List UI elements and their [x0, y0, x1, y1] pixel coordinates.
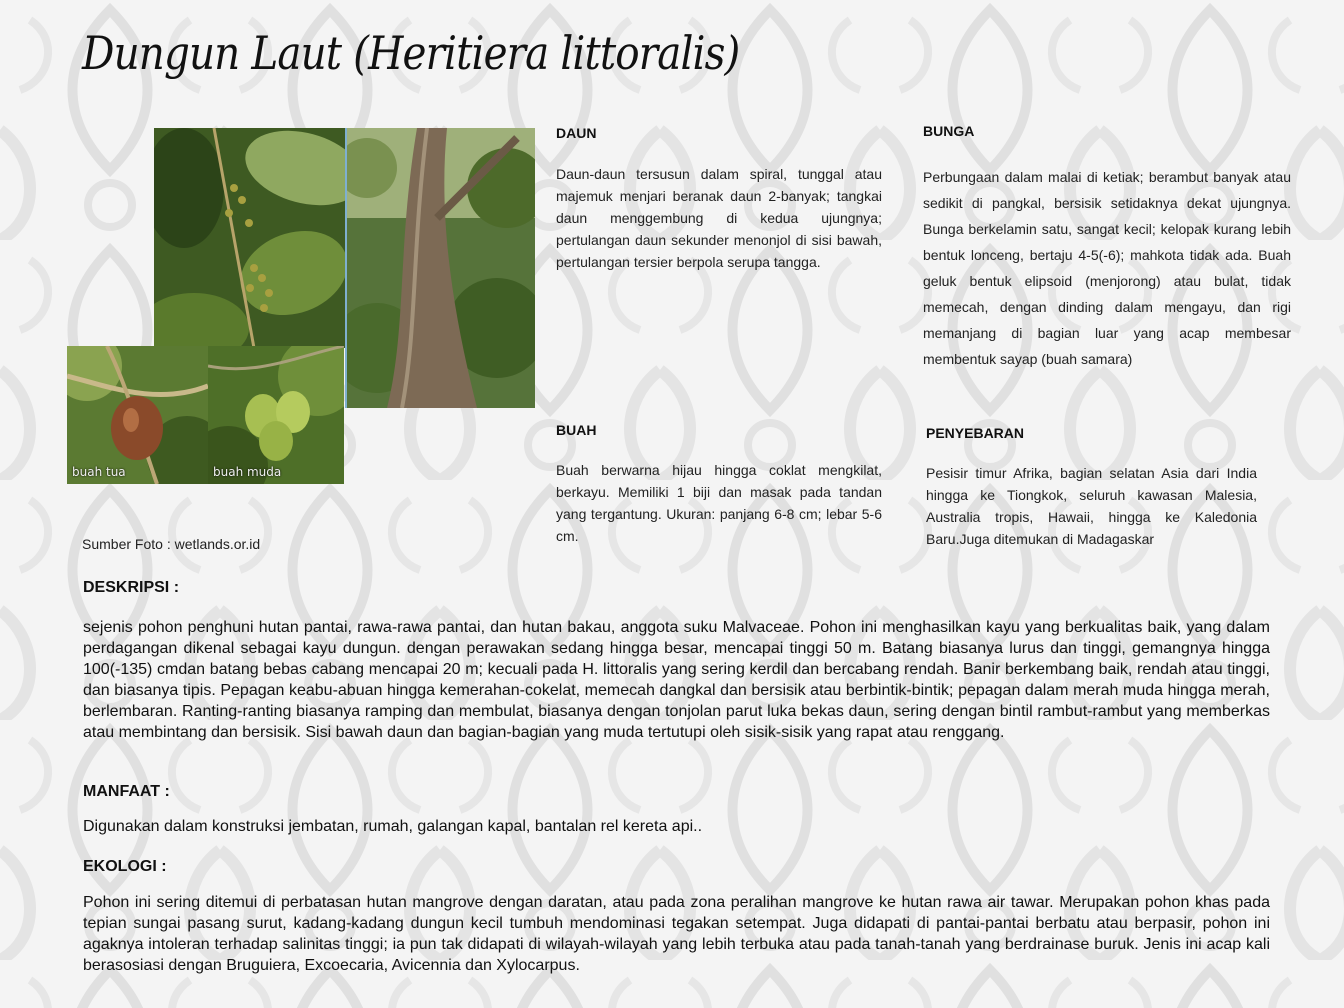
- page-title: Dungun Laut (Heritiera littoralis): [82, 26, 740, 80]
- daun-heading: DAUN: [556, 125, 597, 141]
- ekologi-text: Pohon ini sering ditemui di perbatasan hutan mangrove dengan daratan, atau pada zona peralihan mangrove ke hutan rawa air tawar. Merupakan pohon khas pada tepian sungai pasang surut, kadang-kadang dungun kecil tumbuh mendominasi tegakan setempat. Juga didapati di pantai-pantai berbatu atau berpasir, pohon ini agaknya intoleran terhadap salinitas tinggi; ia pun tak didapati di wilayah-wilayah yang lebih terbuka atau pada tanah-tanah yang berdrainase buruk. Jenis ini acap kali berasosiasi dengan Bruguiera, Excoecaria, Avicennia dan Xylocarpus.: [83, 894, 1270, 974]
- young-fruit-label: buah muda: [213, 465, 282, 479]
- bunga-heading: BUNGA: [923, 123, 975, 139]
- old-fruit-label: buah tua: [72, 465, 126, 479]
- leaf-flower-photo: [154, 128, 346, 348]
- manfaat-heading: MANFAAT :: [83, 783, 170, 800]
- old-fruit-photo: [67, 346, 208, 484]
- daun-text: Daun-daun tersusun dalam spiral, tunggal atau majemuk menjari beranak daun 2-banyak; tangkai daun menggembung di kedua ujungnya; pertulangan daun sekunder menonjol di sisi bawah, pertulangan tersier berpola serupa tangga.: [556, 166, 882, 270]
- tree-trunk-photo: [345, 128, 535, 408]
- young-fruit-photo: [208, 346, 344, 484]
- manfaat-text: Digunakan dalam konstruksi jembatan, rumah, galangan kapal, bantalan rel kereta api..: [83, 818, 703, 835]
- deskripsi-heading: DESKRIPSI :: [83, 579, 180, 596]
- deskripsi-text: sejenis pohon penghuni hutan pantai, rawa-rawa pantai, dan hutan bakau, anggota suku Malvaceae. Pohon ini menghasilkan kayu yang berkualitas baik, yang dalam perdagangan dikenal sebagai kayu dungun. dengan perawakan sedang hingga besar, mencapai tinggi 50 m. Batang biasanya lurus dan tinggi, gemangnya hingga 100(-135) cmdan batang bebas cabang mencapai 20 m; kecuali pada H. littoralis yang sering kerdil dan bercabang rendah. Banir berkembang baik, rendah atau tinggi, dan biasanya tipis. Pepagan keabu-abuan hingga kemerahan-cokelat, memecah dangkal dan bersisik atau berbintik-bintik; pepagan dalam merah muda hingga merah, berlembaran. Ranting-ranting biasanya ramping dan membulat, biasanya dengan tonjolan parut luka bekas daun, sering dengan bintil rambut-rambut yang memberkas atau membintang dan bersisik. Sisi bawah daun dan bagian-bagian yang muda tertutupi oleh sisik-sisik yang rapat atau renggang.: [83, 619, 1270, 741]
- penyebaran-text: Pesisir timur Afrika, bagian selatan Asia dari India hingga ke Tiongkok, seluruh kawasan Malesia, Australia tropis, Hawaii, hingga ke Kaledonia Baru.Juga ditemukan di Madagaskar: [926, 465, 1257, 547]
- bunga-text: Perbungaan dalam malai di ketiak; berambut banyak atau sedikit di pangkal, bersisik setidaknya dekat ujungnya. Bunga berkelamin satu, sangat kecil; kelopak kurang lebih bentuk lonceng, bertaju 4-5(-6); mahkota tidak ada. Buah geluk bentuk elipsoid (menjorong) atau bulat, tidak memecah, dengan dinding dalam mengayu, dan rigi memanjang di bagian luar yang acap membesar membentuk sayap (buah samara): [923, 169, 1291, 367]
- ekologi-heading: EKOLOGI :: [83, 858, 167, 875]
- buah-heading: BUAH: [556, 422, 597, 438]
- buah-text: Buah berwarna hijau hingga coklat mengkilat, berkayu. Memiliki 1 biji dan masak pada tandan yang tergantung. Ukuran: panjang 6-8 cm; lebar 5-6 cm.: [556, 462, 882, 544]
- penyebaran-heading: PENYEBARAN: [926, 425, 1025, 441]
- photo-source: Sumber Foto : wetlands.or.id: [82, 536, 261, 552]
